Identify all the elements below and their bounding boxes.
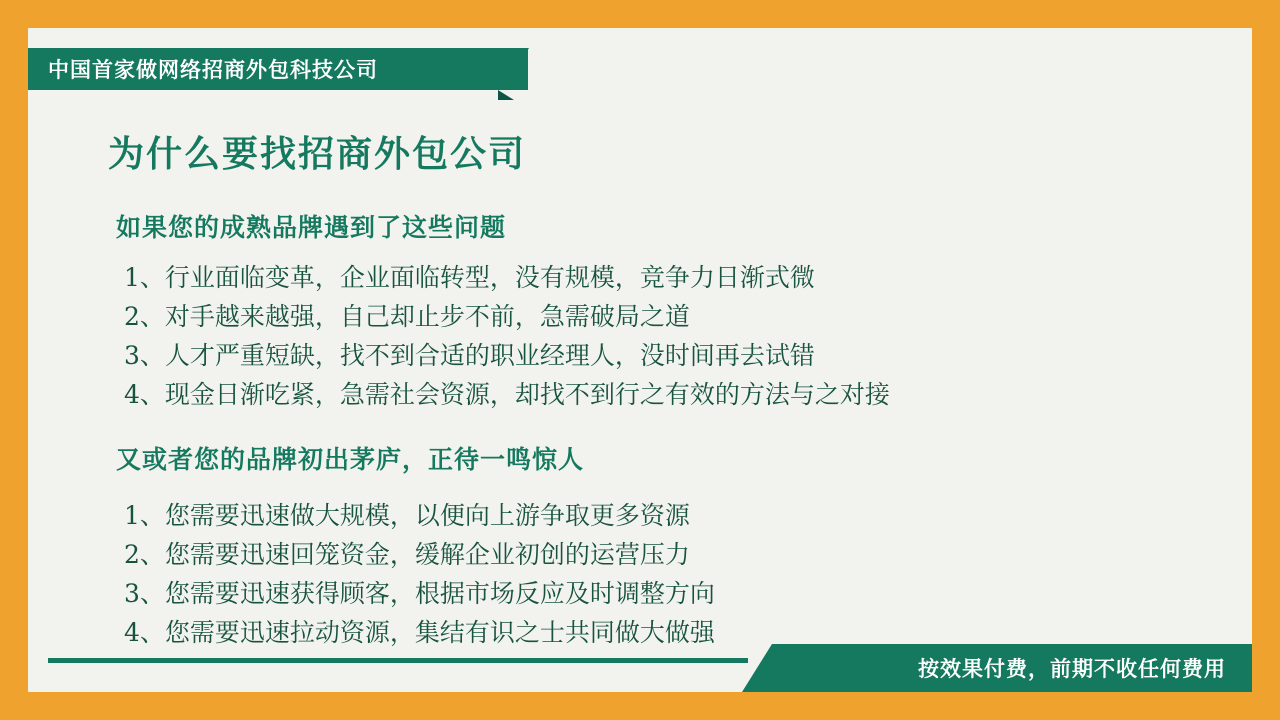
- header-ribbon-label: 中国首家做网络招商外包科技公司: [48, 59, 378, 82]
- footer-text: 按效果付费，前期不收任何费用: [918, 658, 1226, 681]
- section-bullet-list: [116, 496, 1216, 652]
- footer-banner: [772, 644, 1252, 692]
- list-item: 3、人才严重短缺，找不到合适的职业经理人，没时间再去试错: [124, 341, 815, 370]
- page-title: 为什么要找招商外包公司: [108, 133, 527, 174]
- header-ribbon-shadow: [498, 90, 514, 100]
- list-item: 1、您需要迅速做大规模，以便向上游争取更多资源: [124, 501, 690, 530]
- footer-divider-line: [48, 658, 748, 663]
- list-item: 2、您需要迅速回笼资金，缓解企业初创的运营压力: [124, 540, 690, 569]
- list-item: 2、对手越来越强，自己却止步不前，急需破局之道: [124, 302, 690, 331]
- header-ribbon-notch: [503, 48, 529, 90]
- section-title: 如果您的成熟品牌遇到了这些问题: [116, 214, 507, 242]
- header-ribbon: [28, 48, 528, 90]
- section-title: 又或者您的品牌初出茅庐，正待一鸣惊人: [116, 446, 585, 474]
- footer-bar: [28, 644, 1252, 692]
- section-mature-brand: [116, 208, 1216, 414]
- footer-notch: [742, 644, 772, 692]
- list-item: 4、您需要迅速拉动资源，集结有识之士共同做大做强: [124, 618, 715, 647]
- list-item: 4、现金日渐吃紧，急需社会资源，却找不到行之有效的方法与之对接: [124, 380, 890, 409]
- section-new-brand: [116, 440, 1216, 652]
- list-item: 1、行业面临变革，企业面临转型，没有规模，竞争力日渐式微: [124, 263, 815, 292]
- section-bullet-list: [116, 258, 1216, 414]
- list-item: 3、您需要迅速获得顾客，根据市场反应及时调整方向: [124, 579, 715, 608]
- slide-page: [28, 28, 1252, 692]
